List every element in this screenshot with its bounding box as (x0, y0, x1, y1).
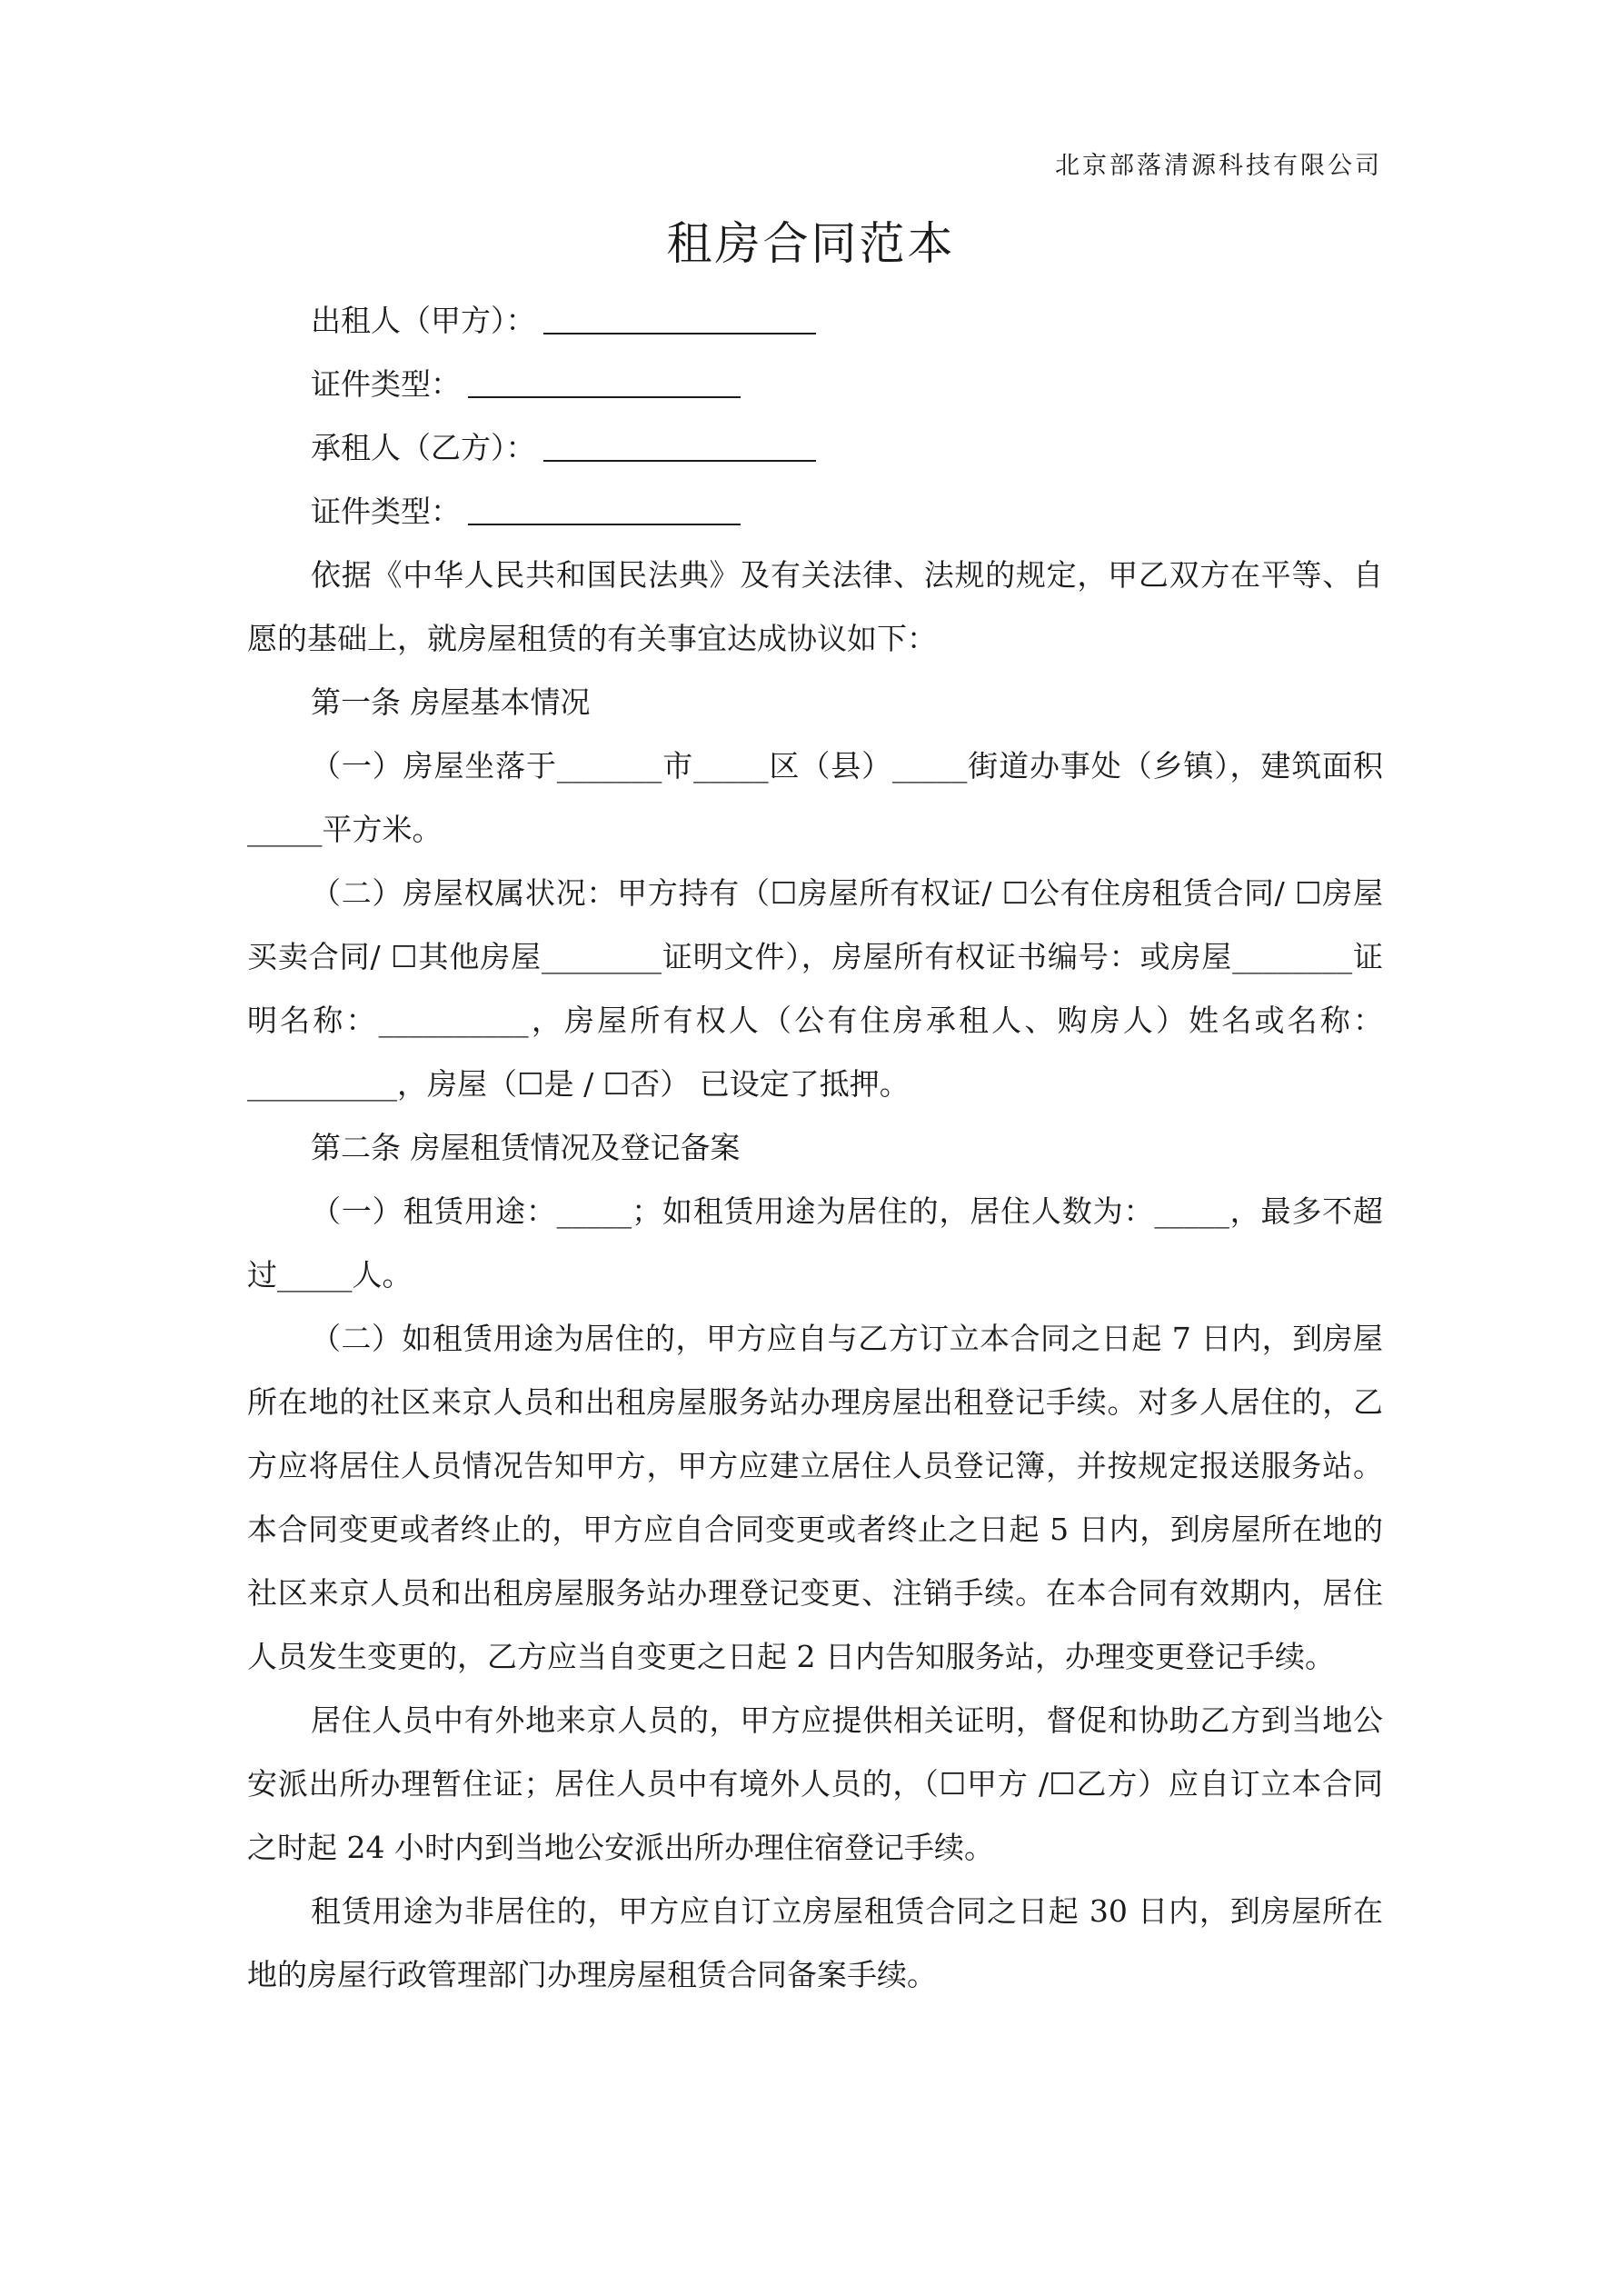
article-1-clause-1: （一）房屋坐落于_______市_____区（县）_____街道办事处（乡镇），建筑面积_____平方米。 (247, 748, 1383, 847)
article-2-heading: 第二条 房屋租赁情况及登记备案 (311, 1130, 741, 1165)
party-lessor-id-type (247, 353, 1383, 416)
party-lessor (247, 289, 1383, 353)
document-body (247, 289, 1383, 2007)
fill-blank[interactable] (468, 369, 741, 398)
fill-blank[interactable] (543, 433, 816, 462)
fill-blank[interactable] (543, 305, 816, 334)
preamble: 依据《中华人民共和国民法典》及有关法律、法规的规定，甲乙双方在平等、自愿的基础上，就房屋租赁的有关事宜达成协议如下： (247, 557, 1383, 656)
party-label: 承租人（乙方）： (311, 430, 536, 465)
party-label: 出租人（甲方）： (311, 303, 536, 338)
article-2-clause-1: （一）租赁用途：_____；如租赁用途为居住的，居住人数为：_____，最多不超过_____人。 (247, 1193, 1383, 1293)
party-lessee (247, 416, 1383, 480)
party-label: 证件类型： (311, 494, 461, 529)
article-1-clause-2: （二）房屋权属状况：甲方持有（☐房屋所有权证/ ☐公有住房租赁合同/ ☐房屋买卖合同/ ☐其他房屋________证明文件），房屋所有权证书编号：或房屋________证明名称：__________，房屋所有权人（公有住房承租人、购房人）姓名或名称：__________，房屋（☐是 / ☐否） 已设定了抵押。 (247, 875, 1383, 1102)
fill-blank[interactable] (468, 496, 741, 525)
article-1-heading: 第一条 房屋基本情况 (311, 684, 591, 720)
article-2-clause-2: （二）如租赁用途为居住的，甲方应自与乙方订立本合同之日起 7 日内，到房屋所在地的社区来京人员和出租房屋服务站办理房屋出租登记手续。对多人居住的，乙方应将居住人员情况告知甲方，甲方应建立居住人员登记簿，并按规定报送服务站。本合同变更或者终止的，甲方应自合同变更或者终止之日起 5 日内，到房屋所在地的社区来京人员和出租房屋服务站办理登记变更、注销手续。在本合同有效期内，居住人员发生变更的，乙方应当自变更之日起 2 日内告知服务站，办理变更登记手续。 (247, 1321, 1383, 1674)
party-label: 证件类型： (311, 366, 461, 402)
document-title: 租房合同范本 (666, 217, 956, 270)
article-2-paragraph-3: 居住人员中有外地来京人员的，甲方应提供相关证明，督促和协助乙方到当地公安派出所办理暂住证；居住人员中有境外人员的，（☐甲方 /☐乙方）应自订立本合同之时起 24 小时内到当地公安派出所办理住宿登记手续。 (247, 1702, 1383, 1865)
company-name: 北京部落清源科技有限公司 (1055, 152, 1382, 180)
party-lessee-id-type (247, 480, 1383, 544)
article-2-paragraph-4: 租赁用途为非居住的，甲方应自订立房屋租赁合同之日起 30 日内，到房屋所在地的房屋行政管理部门办理房屋租赁合同备案手续。 (247, 1893, 1383, 1992)
